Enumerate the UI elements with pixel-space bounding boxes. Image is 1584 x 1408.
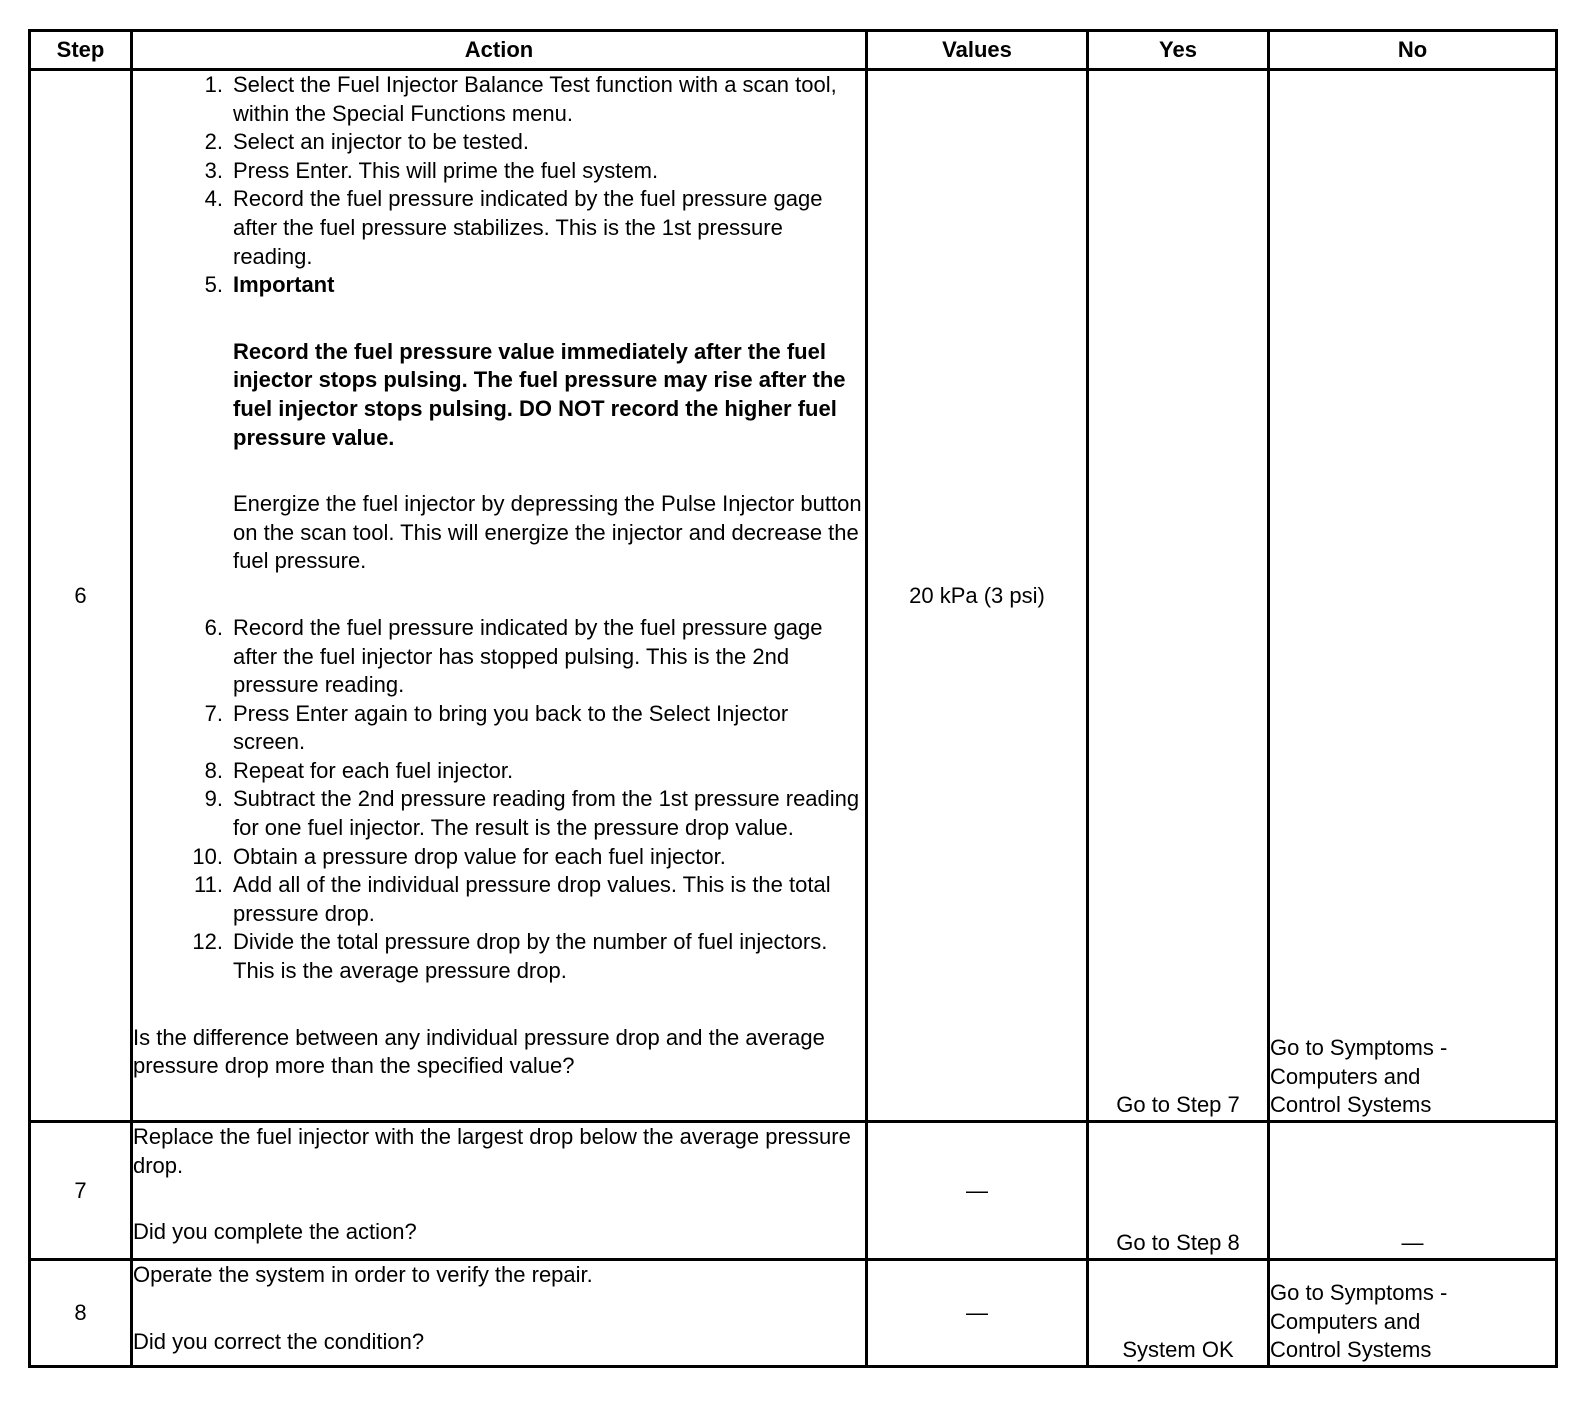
item-number: 5. <box>204 272 223 298</box>
table-row-step-8 <box>30 1260 1557 1367</box>
item-number: 7. <box>204 700 223 726</box>
list-item <box>133 700 865 757</box>
item-number: 9. <box>204 786 223 812</box>
question-text: Did you correct the condition? <box>133 1328 425 1354</box>
header-no: No <box>1269 31 1557 70</box>
item-text: Repeat for each fuel injector. <box>233 757 514 783</box>
item-text: Subtract the 2nd pressure reading from the 1st pressure reading for one fuel injector. The result is the pressure drop value. <box>233 786 860 841</box>
action-cell <box>132 70 867 1122</box>
yes-cell: Go to Step 7 <box>1088 70 1269 1122</box>
header-row <box>30 31 1557 70</box>
list-item <box>133 128 865 157</box>
no-line: Control Systems <box>1270 1337 1432 1363</box>
no-line: Computers and <box>1270 1063 1421 1089</box>
no-text <box>1270 1034 1555 1120</box>
item-number: 11. <box>194 872 223 898</box>
question-text: Is the difference between any individual pressure drop and the average pressure drop more than the specified value? <box>133 1024 825 1079</box>
action-text: Replace the fuel injector with the largest drop below the average pressure drop. <box>133 1124 851 1178</box>
item-number: 12. <box>192 929 223 955</box>
no-text <box>1270 1279 1555 1365</box>
no-line: Go to Symptoms - <box>1270 1280 1448 1306</box>
list-item <box>133 157 865 186</box>
table-row-step-6 <box>30 70 1557 1122</box>
item-number: 4. <box>204 186 223 212</box>
item-text: Select the Fuel Injector Balance Test function with a scan tool, within the Special Functions menu. <box>233 72 837 126</box>
list-item <box>133 185 865 271</box>
action-cell <box>132 1122 867 1260</box>
step-number: 7 <box>30 1122 132 1260</box>
list-item <box>133 757 865 786</box>
step-number: 8 <box>30 1260 132 1367</box>
action-cell <box>132 1260 867 1367</box>
procedure-list <box>133 71 865 986</box>
no-cell: — <box>1269 1122 1557 1260</box>
item-text: Select an injector to be tested. <box>233 129 529 155</box>
header-yes: Yes <box>1088 31 1269 70</box>
item-text: Record the fuel pressure indicated by the fuel pressure gage after the fuel injector has stopped pulsing. This is the 2nd pressure reading. <box>233 614 823 698</box>
item-number: 3. <box>204 157 223 183</box>
item-text: Record the fuel pressure indicated by the fuel pressure gage after the fuel pressure stabilizes. This is the 1st pressure reading. <box>233 186 823 269</box>
values-cell: 20 kPa (3 psi) <box>867 70 1088 1122</box>
yes-cell: System OK <box>1088 1260 1269 1367</box>
no-cell <box>1269 70 1557 1122</box>
step-number: 6 <box>30 70 132 1122</box>
important-note: Record the fuel pressure value immediately after the fuel injector stops pulsing. The fuel pressure may rise after the fuel injector stops pulsing. DO NOT record the higher fuel pressure value. <box>233 338 846 450</box>
item-number: 8. <box>204 757 223 783</box>
no-line: Go to Symptoms - <box>1270 1035 1448 1061</box>
item-text: Press Enter again to bring you back to the Select Injector screen. <box>233 700 789 755</box>
diagnostic-table <box>28 29 1558 1368</box>
values-cell: — <box>867 1122 1088 1260</box>
values-cell: — <box>867 1260 1088 1367</box>
item-number: 2. <box>204 129 223 155</box>
list-item <box>133 871 865 928</box>
item-text: Press Enter. This will prime the fuel system. <box>233 157 659 183</box>
list-item <box>133 614 865 700</box>
header-step: Step <box>30 31 132 70</box>
item-text: Divide the total pressure drop by the number of fuel injectors. This is the average pressure drop. <box>233 929 828 984</box>
header-action: Action <box>132 31 867 70</box>
list-item <box>133 785 865 842</box>
action-text: Operate the system in order to verify the repair. <box>133 1262 593 1287</box>
table-row-step-7 <box>30 1122 1557 1260</box>
item-number: 6. <box>204 614 223 640</box>
item-number: 1. <box>204 72 223 97</box>
question-text: Did you complete the action? <box>133 1219 417 1245</box>
important-heading: Important <box>233 272 335 298</box>
header-values: Values <box>867 31 1088 70</box>
list-item-important <box>133 271 865 576</box>
no-line: Control Systems <box>1270 1092 1432 1118</box>
yes-cell: Go to Step 8 <box>1088 1122 1269 1260</box>
item-text: Energize the fuel injector by depressing the Pulse Injector button on the scan tool. This will energize the injector and decrease the fuel pressure. <box>233 491 862 574</box>
list-item <box>133 843 865 872</box>
item-number: 10. <box>192 843 223 869</box>
no-line: Computers and <box>1270 1308 1421 1334</box>
item-text: Obtain a pressure drop value for each fuel injector. <box>233 843 726 869</box>
list-item <box>133 928 865 985</box>
no-cell <box>1269 1260 1557 1367</box>
item-text: Add all of the individual pressure drop values. This is the total pressure drop. <box>233 872 831 926</box>
list-item <box>133 71 865 128</box>
